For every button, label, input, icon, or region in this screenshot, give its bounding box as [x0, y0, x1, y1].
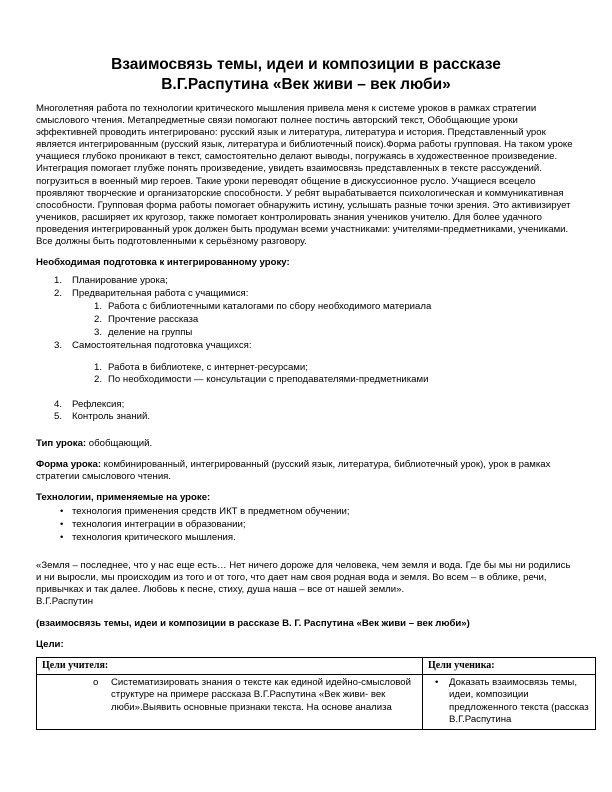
- lesson-subtitle: (взаимосвязь темы, идеи и композиции в рассказе В. Г. Распутина «Век живи – век люби»): [36, 617, 470, 629]
- technology-item: • технология критического мышления.: [60, 531, 236, 543]
- student-goals-cell: [423, 674, 596, 729]
- intro-paragraph: Многолетняя работа по технологии критического мышления привела меня к системе уроков в рамках стратегии смыслового чтения. Метапредметные связи помогают полнее постичь авторский текст, Обобщающие уроки эффективней проводить интегрировано: русский язык и литература, литература и история. Представленный урок является интегрированным (русский язык, литература и библиотечный поиск).Форма работы групповая. На таком уроке учащиеся глубоко проникают в текст, самостоятельно делают выводы, погружаясь в художественное произведение. Интеграция помогает глубже понять произведение, увидеть взаимосвязь представленных в тексте рассуждений. погрузиться в военный мир героев. Такие уроки переводят общение в дискуссионное русло. Учащиеся всецело проявляют творческие и организаторские способности. У ребят вырабатывается психологическая и коммуникативная способности. Групповая форма работы помогает обнаружить истину, услышать разные точки зрения. Это активизирует учеников, расширяет их кругозор, также помогает контролировать знания учеников учителю. Для более удачного проведения интегрированный урок должен быть продуман всеми участниками: учителями-предметниками, учениками. Все должны быть подготовленными к серьёзному разговору.: [36, 103, 573, 248]
- technologies-list: [36, 506, 576, 544]
- lesson-type: Тип урока: обобщающий.: [36, 438, 153, 450]
- prep-subitem: 1. Работа с библиотечными каталогами по сбору необходимого материала: [94, 301, 432, 313]
- technologies-heading: Технологии, применяемые на уроке:: [36, 492, 211, 504]
- title-line-1: Взаимосвязь темы, идеи и композиции в рассказе: [111, 56, 501, 73]
- prep-item: 2. Предварительная работа с учащимися: 1. Работа с библиотечными каталогами по сбору необходимого материала 2. Прочтение рассказа 3. деление на группы: [72, 288, 576, 339]
- prep-item: 4. Рефлексия;: [54, 398, 125, 410]
- goals-label: Цели:: [36, 638, 64, 650]
- student-goals-header: Цели ученика:: [423, 657, 596, 674]
- prep-subitem: 2. Прочтение рассказа: [94, 313, 199, 325]
- prep-list: [36, 275, 576, 424]
- epigraph-quote: «Земля – последнее, что у нас еще есть… Нет ничего дороже для человека, чем земля и вода. Где бы мы ни родились и ни выросли, мы происходим из того и от того, что дает нам своя родная вода и земля. Во всем – в облике, речи, привычках и так далее. Любовь к песне, стиху, душа наша – все от нашей земли». В.Г.Распутин: [36, 560, 571, 608]
- prep-item: 5. Контроль знаний.: [54, 411, 151, 423]
- prep-sublist: [72, 301, 576, 339]
- document-title: [36, 0, 576, 95]
- technology-item: • технология применения средств ИКТ в предметном обучении;: [60, 506, 350, 518]
- lesson-form: Форма урока: комбинированный, интегрированный (русский язык, литература, библиотечный урок), урок в рамках стратегии смыслового чтения.: [36, 459, 551, 483]
- prep-heading: Необходимая подготовка к интегрированному уроку:: [36, 257, 290, 269]
- prep-sublist: [72, 362, 576, 387]
- technology-item: • технология интеграции в образовании;: [60, 518, 246, 530]
- prep-item: 3. Самостоятельная подготовка учащихся: 1. Работа в библиотеке, с интернет-ресурсами; 2. По необходимости — консультации с преподавателями-предметниками: [72, 340, 576, 387]
- teacher-goals-header: Цели учителя:: [37, 657, 423, 674]
- teacher-goals-cell: [37, 674, 423, 729]
- title-line-2: В.Г.Распутина «Век живи – век люби»: [161, 76, 451, 93]
- prep-subitem: 1. Работа в библиотеке, с интернет-ресурсами;: [94, 361, 308, 373]
- prep-subitem: 3. деление на группы: [94, 326, 193, 338]
- goals-table: [36, 657, 596, 730]
- prep-subitem: 2. По необходимости — консультации с преподавателями-предметниками: [94, 374, 429, 386]
- epigraph-author: В.Г.Распутин: [36, 596, 94, 608]
- student-goal-item: • Доказать взаимосвязь темы, идеи, композиции предложенного текста (рассказ В.Г.Распутина: [435, 676, 589, 726]
- teacher-goal-item: o Систематизировать знания о тексте как единой идейно-смысловой структуре на примере рассказа В.Г.Распутина «Век живи- век люби».Выявить основные признаки текста. На основе анализа: [93, 676, 411, 713]
- prep-item: 1. Планирование урока;: [54, 275, 168, 287]
